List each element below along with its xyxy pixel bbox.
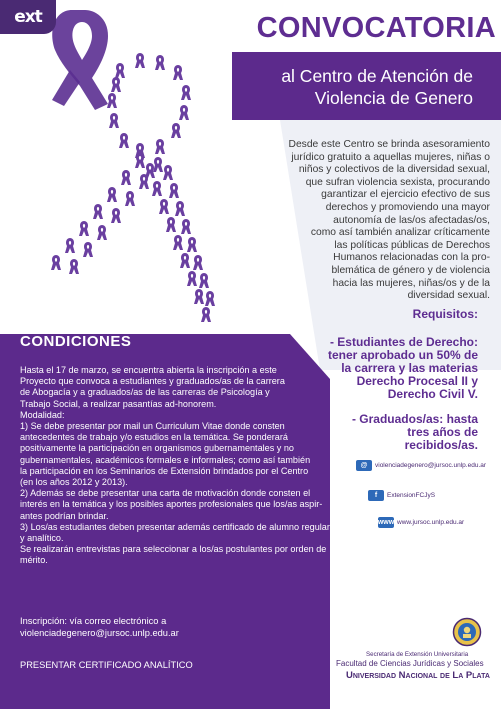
mini-ribbon-icon xyxy=(111,77,121,92)
mini-ribbon-icon xyxy=(159,199,169,214)
conditions-line: 3) Los/as estudiantes deben presentar además certificado de alumno regular xyxy=(20,521,330,532)
requirement-line: - Estudiantes de Derecho: xyxy=(329,335,478,349)
mini-ribbon-icon xyxy=(125,191,135,206)
mini-ribbon-icon xyxy=(173,235,183,250)
conditions-line: 1) Se debe presentar por mail un Curriculum Vitae donde consten xyxy=(20,421,285,432)
intro-line: niños y colectivos de la diversidad sexual, xyxy=(298,164,490,176)
university-seal-icon xyxy=(452,617,482,647)
contact-email[interactable] xyxy=(356,460,486,471)
mini-ribbon-icon xyxy=(111,208,121,223)
contact-web[interactable] xyxy=(378,517,464,528)
requirement-line: - Graduados/as: hasta xyxy=(351,412,478,426)
email-icon: @ xyxy=(356,460,372,471)
mini-ribbon-icon xyxy=(107,187,117,202)
footer-secretaria: Secretaría de Extensión Universitaria xyxy=(366,651,469,658)
mini-ribbon-icon xyxy=(153,157,163,172)
mini-ribbon-icon xyxy=(51,255,61,270)
conditions-line: antes podrían brindar. xyxy=(20,510,109,521)
mini-ribbon-icon xyxy=(107,93,117,108)
intro-line: hacia las mujeres, niñas/os y de la xyxy=(332,277,490,289)
conditions-line: Se realizarán entrevistas para seleccionar a los/as postulantes por orden de xyxy=(20,544,327,555)
intro-line: como así también analizar críticamente xyxy=(310,227,490,239)
web-icon: www xyxy=(377,519,395,526)
intro-line: jurídico gratuito a aquellas mujeres, niñas o xyxy=(291,151,490,163)
conditions-line: (en los años 2012 y 2013). xyxy=(20,477,128,488)
intro-line: diversidad sexual. xyxy=(407,290,490,302)
intro-line: blemática de género y de violencia xyxy=(331,264,490,276)
mini-ribbon-icon xyxy=(179,105,189,120)
mini-ribbon-icon xyxy=(121,170,131,185)
intro-line: autonomía de las/os afectadas/os, xyxy=(333,214,490,226)
mini-ribbon-icon xyxy=(187,271,197,286)
page-title: CONVOCATORIA xyxy=(256,12,496,44)
conditions-line: Modalidad: xyxy=(20,409,65,420)
conditions-line: la participación en los Seminarios de Extensión brindados por el Centro xyxy=(20,465,309,476)
conditions-line: y analítico. xyxy=(20,533,64,544)
requirement-line: tres años de xyxy=(407,425,478,439)
contact-email-text[interactable]: violenciadegenero@jursoc.unlp.edu.ar xyxy=(375,462,487,469)
requirements-title: Requisitos: xyxy=(412,307,478,321)
inscription-info xyxy=(20,615,179,639)
mini-ribbon-icon xyxy=(155,139,165,154)
banner-subtitle-line-2: Violencia de Genero xyxy=(314,88,473,108)
mini-ribbon-icon xyxy=(163,165,173,180)
facebook-icon: f xyxy=(368,490,384,501)
conditions-line: interés en la temática y los posibles aportes profesionales que los/as aspir- xyxy=(20,499,323,510)
mini-ribbon-icon xyxy=(119,133,129,148)
conditions-line: mérito. xyxy=(20,555,48,566)
inscription-line-1: Inscripción: vía correo electrónico a xyxy=(20,616,167,626)
conditions-line: antecedentes de trabajo y/o estudios en la temática. Se ponderará xyxy=(20,432,288,443)
mini-ribbon-icon xyxy=(135,53,145,68)
mini-ribbon-icon xyxy=(166,217,176,232)
conditions-line: de Abogacía y a graduados/as de las carreras de Psicología y xyxy=(20,387,270,398)
extension-logo xyxy=(0,0,56,34)
certificate-notice: PRESENTAR CERTIFICADO ANALÍTICO xyxy=(20,660,193,670)
contact-facebook[interactable] xyxy=(368,490,435,501)
intro-line: garantizar el ejercicio efectivo de sus xyxy=(321,189,490,201)
mini-ribbon-icon xyxy=(93,204,103,219)
conditions-line: Hasta el 17 de marzo, se encuentra abierta la inscripción a este xyxy=(20,365,277,375)
requirement-line: recibidos/as. xyxy=(404,438,478,452)
conditions-line: positivamente la participación en organismos gubernamentales y no xyxy=(20,443,294,454)
mini-ribbon-icon xyxy=(181,85,191,100)
footer-facultad: Facultad de Ciencias Jurídicas y Sociales xyxy=(336,659,484,668)
intro-line: Humanos relacionadas con la pro- xyxy=(333,252,490,264)
mini-ribbon-icon xyxy=(173,65,183,80)
mini-ribbon-icon xyxy=(152,181,162,196)
logo-text: ext xyxy=(14,7,42,27)
mini-ribbon-icon xyxy=(171,123,181,138)
mini-ribbon-icon xyxy=(175,201,185,216)
requirement-line: Derecho Civil V. xyxy=(387,387,478,401)
intro-line: que sufran violencia sexista, procurando xyxy=(305,176,490,188)
conditions-line: Proyecto que convoca a estudiantes y graduados/as de la carrera xyxy=(20,376,285,387)
requirement-graduates xyxy=(312,413,478,452)
requirement-students xyxy=(312,336,478,401)
conditions-title: CONDICIONES xyxy=(20,333,132,350)
mini-ribbon-icon xyxy=(109,113,119,128)
requirement-line: Derecho Procesal II y xyxy=(356,374,478,388)
contact-web-text[interactable]: www.jursoc.unlp.edu.ar xyxy=(397,519,465,526)
banner-subtitle-line-1: al Centro de Atención de xyxy=(281,66,473,86)
intro-line: Desde este Centro se brinda asesoramiento xyxy=(288,139,490,150)
mini-ribbon-icon xyxy=(135,153,145,168)
mini-ribbon-icon xyxy=(83,242,93,257)
conditions-line: Trabajo Social, a realizar pasantías ad-honorem. xyxy=(20,398,217,409)
mini-ribbon-icon xyxy=(97,225,107,240)
conditions-line: 2) Además se debe presentar una carta de motivación donde consten el xyxy=(20,488,311,499)
mini-ribbon-icon xyxy=(65,238,75,253)
conditions-line: gubernamentales, académicos formales e informales; como así también xyxy=(20,454,311,465)
mini-ribbon-icon xyxy=(180,253,190,268)
conditions-text xyxy=(20,365,330,567)
mini-ribbon-icon xyxy=(181,219,191,234)
requirement-line: tener aprobado un 50% de xyxy=(327,348,478,362)
contact-facebook-text[interactable]: ExtensionFCJyS xyxy=(387,492,436,499)
mini-ribbon-icon xyxy=(187,237,197,252)
intro-line: derechos y promoviendo una mayor xyxy=(325,201,490,213)
intro-line: las políticas públicas de Derechos xyxy=(334,239,490,251)
footer-universidad: Universidad Nacional de La Plata xyxy=(346,670,490,681)
mini-ribbon-icon xyxy=(169,183,179,198)
mini-ribbon-icon xyxy=(79,221,89,236)
mini-ribbon-icon xyxy=(115,63,125,78)
mini-ribbon-icon xyxy=(69,259,79,274)
requirement-line: la carrera y las materias xyxy=(341,361,478,375)
intro-text xyxy=(268,139,490,303)
inscription-email[interactable]: violenciadegenero@jursoc.unlp.edu.ar xyxy=(20,628,179,638)
mini-ribbon-icon xyxy=(155,55,165,70)
